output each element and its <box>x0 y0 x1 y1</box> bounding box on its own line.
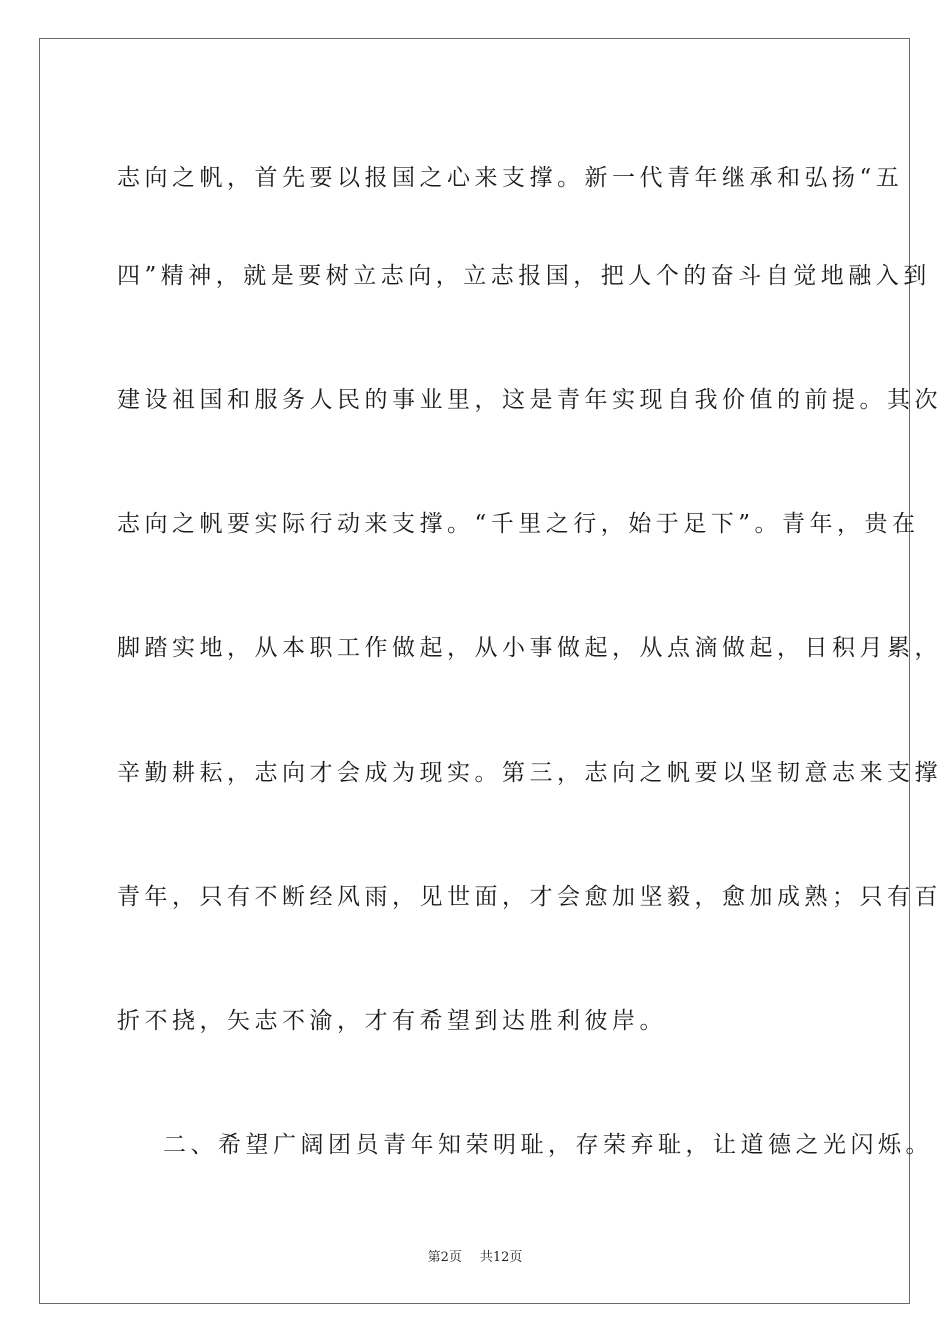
section-heading: 二、希望广阔团员青年知荣明耻，存荣弃耻，让道德之光闪烁。 <box>163 1132 933 1158</box>
paragraph-line: 青年，只有不断经风雨，见世面，才会愈加坚毅，愈加成熟；只有百 <box>117 884 942 910</box>
paragraph-line: 志向之帆，首先要以报国之心来支撑。新一代青年继承和弘扬“五 <box>117 165 904 191</box>
page-border <box>39 38 910 1304</box>
page-total: 共12页 <box>479 1250 523 1265</box>
paragraph-line: 志向之帆要实际行动来支撑。“千里之行，始于足下”。青年，贵在 <box>117 511 920 537</box>
paragraph-line: 折不挠，矢志不渝，才有希望到达胜利彼岸。 <box>117 1008 667 1034</box>
paragraph-line: 脚踏实地，从本职工作做起，从小事做起，从点滴做起，日积月累， <box>117 635 942 661</box>
paragraph-line: 辛勤耕耘，志向才会成为现实。第三，志向之帆要以坚韧意志来支撑 <box>117 760 942 786</box>
page-footer <box>0 1246 950 1265</box>
paragraph-line: 建设祖国和服务人民的事业里，这是青年实现自我价值的前提。其次 <box>117 387 942 413</box>
paragraph-line: 四”精神，就是要树立志向，立志报国，把人个的奋斗自觉地融入到 <box>117 263 931 289</box>
page-number: 第2页 <box>427 1250 462 1265</box>
